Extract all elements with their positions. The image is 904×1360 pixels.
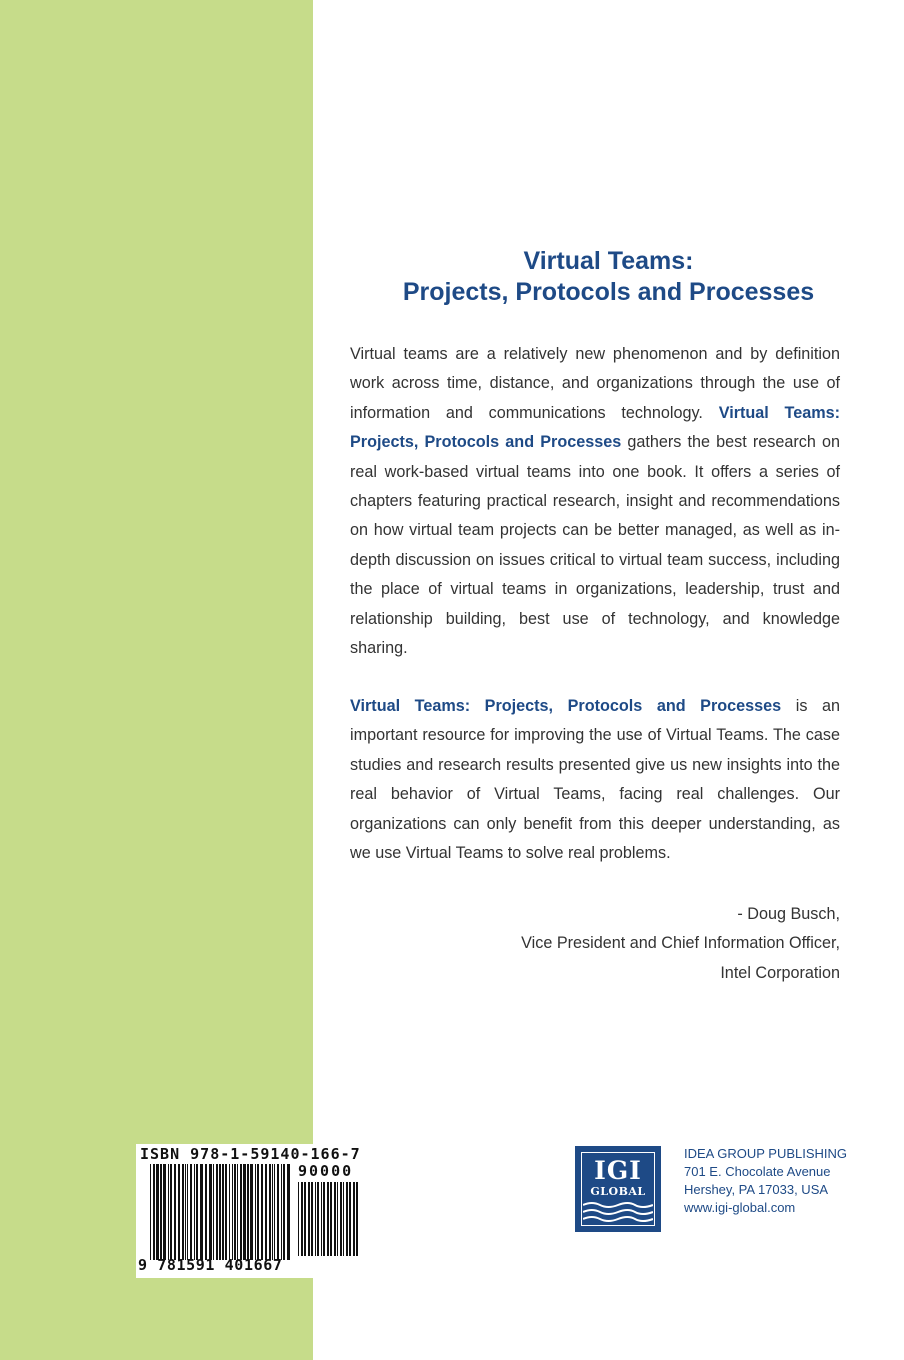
endorser-role: Vice President and Chief Information Officer, [521, 934, 840, 953]
barcode-bar [237, 1164, 238, 1260]
ean13-bars [150, 1164, 294, 1260]
barcode-bar [255, 1164, 256, 1260]
barcode-bar [334, 1182, 336, 1256]
barcode-bar [337, 1182, 338, 1256]
description-text-a: Virtual teams are a relatively new phenomenon and by definition work across time, distance, and organizations through the use of information and communications technology. [350, 345, 840, 422]
publisher-name: IDEA GROUP PUBLISHING [684, 1146, 848, 1161]
barcode-bar [209, 1164, 212, 1260]
barcode-bar [187, 1164, 188, 1260]
barcode-bar [222, 1164, 224, 1260]
barcode-bar [232, 1164, 233, 1260]
barcode-bar [190, 1164, 192, 1260]
publisher-city: Hershey, PA 17033, USA [684, 1182, 829, 1197]
barcode-bar [153, 1164, 155, 1260]
barcode-bar [225, 1164, 227, 1260]
igi-global-logo [575, 1146, 661, 1232]
barcode-bar [281, 1164, 282, 1260]
barcode-bar [323, 1182, 325, 1256]
barcode-bar [219, 1164, 221, 1260]
barcode-bar [229, 1164, 230, 1260]
barcode-bar [356, 1182, 358, 1256]
endorsement-attribution [350, 900, 840, 988]
barcode-bar [261, 1164, 263, 1260]
endorsement-book-title: Virtual Teams: Projects, Protocols and Processes [350, 697, 782, 715]
barcode-bar [170, 1164, 172, 1260]
barcode-bar [240, 1164, 242, 1260]
barcode-bar [174, 1164, 176, 1260]
barcode-bar [205, 1164, 207, 1260]
barcode-bar [185, 1164, 186, 1260]
barcode-bar [346, 1182, 348, 1256]
barcode-bar [304, 1182, 306, 1256]
logo-main-text: IGI [594, 1156, 642, 1185]
barcode-bar [194, 1164, 195, 1260]
barcode-bar [163, 1164, 166, 1260]
barcode-bar [272, 1164, 273, 1260]
barcode-bar [250, 1164, 253, 1260]
barcode-bar [200, 1164, 203, 1260]
barcode-bar [340, 1182, 342, 1256]
endorsement-paragraph [350, 692, 840, 868]
endorsement-text: is an important resource for improving the use of Virtual Teams. The case studies and research results presented give us new insights into the real behavior of Virtual Teams, facing real challenges. Our organizations can only benefit from this deeper understanding, as we use Virtual Teams to solve real problems. [350, 697, 840, 863]
barcode-digits: 9 781591 401667 [138, 1256, 283, 1274]
barcode-bar [234, 1164, 236, 1260]
publisher-street: 701 E. Chocolate Avenue [684, 1164, 831, 1179]
book-title [313, 246, 904, 308]
barcode-bar [298, 1182, 299, 1256]
publisher-website: www.igi-global.com [684, 1200, 796, 1215]
addon-bars [298, 1182, 360, 1256]
title-line-1: Virtual Teams: [523, 247, 694, 275]
isbn-barcode [136, 1144, 366, 1278]
barcode-bar [168, 1164, 169, 1260]
logo-waves-icon [583, 1201, 653, 1223]
barcode-bar [247, 1164, 249, 1260]
barcode-bar [150, 1164, 151, 1260]
barcode-bar [274, 1164, 275, 1260]
barcode-bar [178, 1164, 180, 1260]
barcode-bar [196, 1164, 198, 1260]
barcode-bar [301, 1182, 303, 1256]
isbn-label: ISBN 978-1-59140-166-7 [140, 1145, 361, 1163]
barcode-bar [317, 1182, 319, 1256]
barcode-bar [265, 1164, 267, 1260]
description-paragraph [350, 340, 840, 663]
barcode-bar [349, 1182, 351, 1256]
barcode-bar [156, 1164, 159, 1260]
barcode-bar [283, 1164, 285, 1260]
barcode-bar [315, 1182, 316, 1256]
barcode-bar [277, 1164, 279, 1260]
barcode-bar [182, 1164, 184, 1260]
barcode-bar [269, 1164, 271, 1260]
description-text-b: gathers the best research on real work-based virtual teams into one book. It offers a series of chapters featuring practical research, insight and recommendations on how virtual team projects can be better managed, as well as in-depth discussion on issues critical to virtual team success, including the place of virtual teams in organizations, leadership, trust and relationship building, best use of technology, and knowledge sharing. [350, 433, 840, 658]
barcode-bar [321, 1182, 322, 1256]
barcode-bar [327, 1182, 329, 1256]
barcode-bar [257, 1164, 259, 1260]
barcode-bar [243, 1164, 246, 1260]
price-code: 90000 [298, 1162, 354, 1180]
barcode-bar [330, 1182, 332, 1256]
logo-sub-text: GLOBAL [590, 1185, 646, 1198]
barcode-bar [311, 1182, 313, 1256]
barcode-bar [308, 1182, 310, 1256]
barcode-bar [216, 1164, 218, 1260]
description-book-title: Virtual Teams: Projects, Protocols and Processes [350, 403, 841, 452]
barcode-bar [343, 1182, 344, 1256]
endorser-company: Intel Corporation [720, 963, 840, 982]
barcode-bar [160, 1164, 162, 1260]
barcode-bar [213, 1164, 214, 1260]
barcode-bar [287, 1164, 290, 1260]
title-line-2: Projects, Protocols and Processes [402, 278, 815, 306]
endorser-name: - Doug Busch, [737, 905, 840, 923]
barcode-bar [353, 1182, 355, 1256]
publisher-info [684, 1145, 847, 1217]
